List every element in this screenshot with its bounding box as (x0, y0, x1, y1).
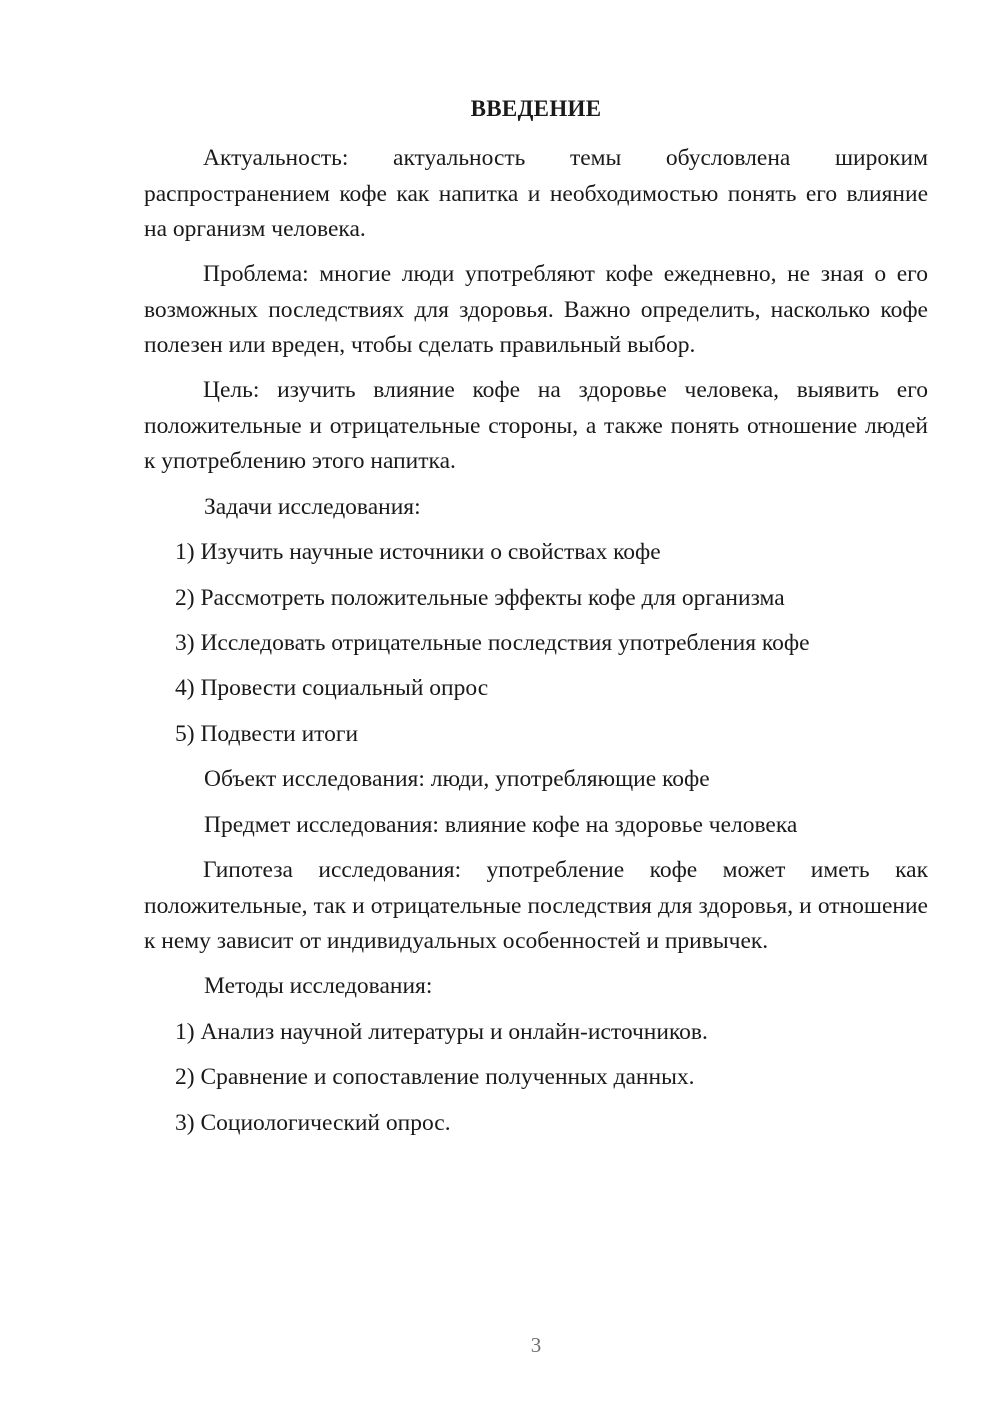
method-item: 1) Анализ научной литературы и онлайн-источников. (175, 1019, 708, 1045)
method-item: 2) Сравнение и сопоставление полученных данных. (175, 1064, 695, 1090)
hypothesis-paragraph: Гипотеза исследования: употребление кофе может иметь как положительные, так и отрицательные последствия для здоровья, и отношение к нему зависит от индивидуальных особенностей и привычек. (144, 857, 928, 954)
methods-heading: Методы исследования: (204, 973, 433, 999)
relevance-paragraph: Актуальность: актуальность темы обусловлена широким распространением кофе как напитка и необходимостью понять его влияние на организм человека. (144, 145, 928, 242)
section-title: ВВЕДЕНИЕ (470, 96, 602, 121)
page-number: 3 (530, 1333, 542, 1357)
tasks-heading: Задачи исследования: (204, 494, 421, 520)
task-item: 1) Изучить научные источники о свойствах кофе (175, 539, 661, 565)
task-item: 4) Провести социальный опрос (175, 675, 489, 701)
subject-line: Предмет исследования: влияние кофе на здоровье человека (204, 812, 798, 838)
problem-paragraph: Проблема: многие люди употребляют кофе ежедневно, не зная о его возможных последствиях для здоровья. Важно определить, насколько кофе полезен или вреден, чтобы сделать правильный выбор. (144, 261, 928, 358)
task-item: 3) Исследовать отрицательные последствия употребления кофе (175, 630, 810, 656)
goal-paragraph: Цель: изучить влияние кофе на здоровье человека, выявить его положительные и отрицательные стороны, а также понять отношение людей к употреблению этого напитка. (144, 377, 928, 474)
task-item: 2) Рассмотреть положительные эффекты кофе для организма (175, 585, 785, 611)
method-item: 3) Социологический опрос. (175, 1110, 451, 1136)
task-item: 5) Подвести итоги (175, 721, 359, 747)
object-line: Объект исследования: люди, употребляющие кофе (204, 766, 710, 792)
